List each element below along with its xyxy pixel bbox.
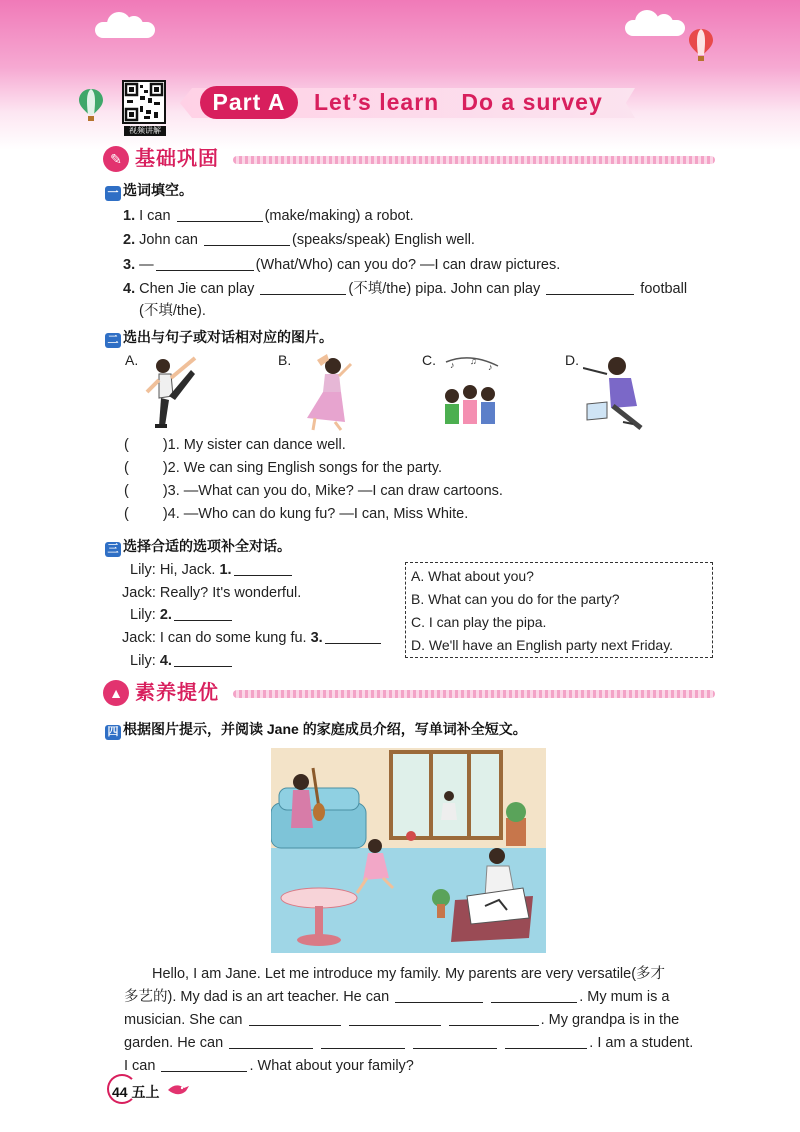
task2-item [124, 505, 468, 523]
dialog-blank-number: 3. [310, 630, 323, 646]
dancing-girl-picture [295, 352, 360, 432]
passage-text: . My mum is a [579, 989, 670, 1005]
hot-air-balloon-icon [688, 28, 714, 62]
answer-blank[interactable] [174, 653, 232, 667]
dialog-line: Jack: Really? It's wonderful. [122, 585, 302, 601]
bird-icon [166, 1080, 190, 1098]
answer-bracket-open: ( [124, 506, 129, 522]
book-icon: ✎ [103, 146, 129, 172]
answer-blank[interactable] [546, 281, 634, 295]
section-banner-improve [103, 680, 715, 708]
qr-caption: 视频讲解 [124, 126, 166, 136]
item-number: 2. [123, 232, 136, 248]
cloud-decoration [625, 20, 685, 36]
page-number-value: 44 [112, 1084, 128, 1100]
item-text: (speaks/speak) English well. [292, 232, 475, 248]
answer-bracket-blank[interactable] [131, 506, 161, 520]
picture-label-d: D. [565, 352, 579, 368]
section-divider [233, 690, 715, 698]
picture-label-c: C. [422, 352, 436, 368]
task1-item-continued: (不填/the). [139, 303, 206, 319]
boy-drawing-picture [583, 352, 649, 432]
answer-bracket-open: ( [124, 483, 129, 499]
dialog-line [130, 561, 294, 579]
singing-kids-picture [440, 352, 502, 432]
dialog-text: Lily: Hi, Jack. [130, 562, 220, 578]
task2-item [124, 482, 503, 500]
task-number: 三 [105, 542, 121, 557]
passage-text: 多艺的). My dad is an art teacher. He can [124, 989, 390, 1005]
passage-text: garden. He can [124, 1035, 224, 1051]
passage-line [124, 1057, 414, 1075]
qr-code[interactable] [122, 80, 166, 124]
dialog-line [130, 606, 234, 624]
task4-heading [105, 720, 527, 740]
answer-blank[interactable] [249, 1012, 341, 1026]
dialog-blank-number: 2. [159, 607, 172, 623]
item-text: )4. —Who can do kung fu? —I can, Miss White. [162, 506, 469, 522]
task1-item [123, 231, 475, 249]
answer-blank[interactable] [413, 1035, 497, 1049]
qr-pattern [124, 82, 164, 122]
answer-blank[interactable] [260, 281, 346, 295]
task-instruction: 选择合适的选项补全对话。 [123, 538, 291, 554]
task-instruction: 选词填空。 [123, 182, 193, 198]
answer-blank[interactable] [234, 562, 292, 576]
task1-heading [105, 181, 193, 201]
item-text: (make/making) a robot. [264, 208, 414, 224]
answer-bracket-open: ( [124, 437, 129, 453]
item-text: )2. We can sing English songs for the party. [162, 460, 442, 476]
answer-blank[interactable] [156, 257, 254, 271]
picture-label-b: B. [278, 352, 292, 368]
answer-bracket-blank[interactable] [131, 437, 161, 451]
task1-item [123, 207, 414, 225]
answer-bracket-blank[interactable] [131, 483, 161, 497]
answer-blank[interactable] [177, 208, 263, 222]
answer-blank[interactable] [174, 607, 232, 621]
answer-blank[interactable] [321, 1035, 405, 1049]
task2-item [124, 459, 442, 477]
family-scene-picture [271, 748, 546, 953]
item-text: (What/Who) can you do? —I can draw pictures. [255, 257, 561, 273]
dialog-blank-number: 4. [159, 653, 172, 669]
task-instruction: 根据图片提示，并阅读 Jane 的家庭成员介绍，写单词补全短文。 [123, 721, 527, 737]
task1-item [123, 256, 560, 274]
passage-line [124, 1011, 679, 1029]
task-instruction: 选出与句子或对话相对应的图片。 [123, 329, 333, 345]
option-b: B. What can you do for the party? [411, 591, 620, 607]
passage-text: . My grandpa is in the [540, 1012, 680, 1028]
answer-blank[interactable] [395, 989, 483, 1003]
section-divider [233, 156, 715, 164]
svg-text:♪: ♪ [488, 362, 493, 372]
answer-blank[interactable] [325, 630, 381, 644]
task-number: 四 [105, 725, 121, 740]
dialog-text: Lily: [130, 653, 160, 669]
item-number: 4. [123, 281, 136, 297]
task-number: 二 [105, 333, 121, 348]
task2-item [124, 436, 346, 454]
item-text: football [636, 281, 688, 297]
answer-blank[interactable] [349, 1012, 441, 1026]
item-text: (不填/the) pipa. John can play [348, 281, 545, 297]
passage-text: . I am a student. [589, 1035, 694, 1051]
section-banner-basics [103, 146, 715, 174]
task-number: 一 [105, 186, 121, 201]
answer-blank[interactable] [204, 232, 290, 246]
kung-fu-picture [143, 352, 203, 432]
item-number: 3. [123, 257, 136, 273]
item-text: — [135, 257, 154, 273]
svg-text:♫: ♫ [470, 356, 477, 366]
section-title: 素养提优 [135, 682, 219, 704]
hot-air-balloon-icon [78, 88, 104, 122]
answer-blank[interactable] [449, 1012, 539, 1026]
grade-label: 五上 [131, 1084, 160, 1100]
answer-blank[interactable] [161, 1058, 247, 1072]
task2-heading [105, 328, 333, 348]
answer-blank[interactable] [491, 989, 577, 1003]
answer-blank[interactable] [505, 1035, 587, 1049]
picture-label-a: A. [125, 352, 139, 368]
passage-line [124, 1034, 693, 1052]
item-text: )3. —What can you do, Mike? —I can draw cartoons. [162, 483, 503, 499]
dialog-blank-number: 1. [219, 562, 232, 578]
passage-line: Hello, I am Jane. Let me introduce my family. My parents are very versatile(多才 [152, 966, 666, 982]
page-title: Let’s learn Do a survey [314, 89, 603, 115]
item-text: John can [135, 232, 203, 248]
svg-text:♪: ♪ [450, 360, 455, 370]
option-d: D. We'll have an English party next Friday. [411, 637, 674, 653]
passage-text: musician. She can [124, 1012, 243, 1028]
passage-line [124, 988, 669, 1006]
task1-item [123, 280, 687, 298]
part-label: Part A [200, 86, 298, 119]
options-box [405, 562, 713, 658]
item-text: I can [135, 208, 175, 224]
page-number [112, 1082, 159, 1102]
cloud-decoration [95, 22, 155, 38]
answer-blank[interactable] [229, 1035, 313, 1049]
option-a: A. What about you? [411, 568, 534, 584]
dialog-text: Jack: I can do some kung fu. [122, 630, 311, 646]
dialog-line [122, 629, 383, 647]
section-title: 基础巩固 [135, 148, 219, 170]
dialog-line [130, 652, 234, 670]
answer-bracket-blank[interactable] [131, 460, 161, 474]
option-c: C. I can play the pipa. [411, 614, 547, 630]
item-number: 1. [123, 208, 136, 224]
answer-bracket-open: ( [124, 460, 129, 476]
item-text: Chen Jie can play [135, 281, 259, 297]
item-text: )1. My sister can dance well. [162, 437, 346, 453]
task3-heading [105, 537, 291, 557]
passage-text: . What about your family? [249, 1058, 414, 1074]
passage-text: I can [124, 1058, 156, 1074]
rocket-icon: ▲ [103, 680, 129, 706]
dialog-text: Lily: [130, 607, 160, 623]
